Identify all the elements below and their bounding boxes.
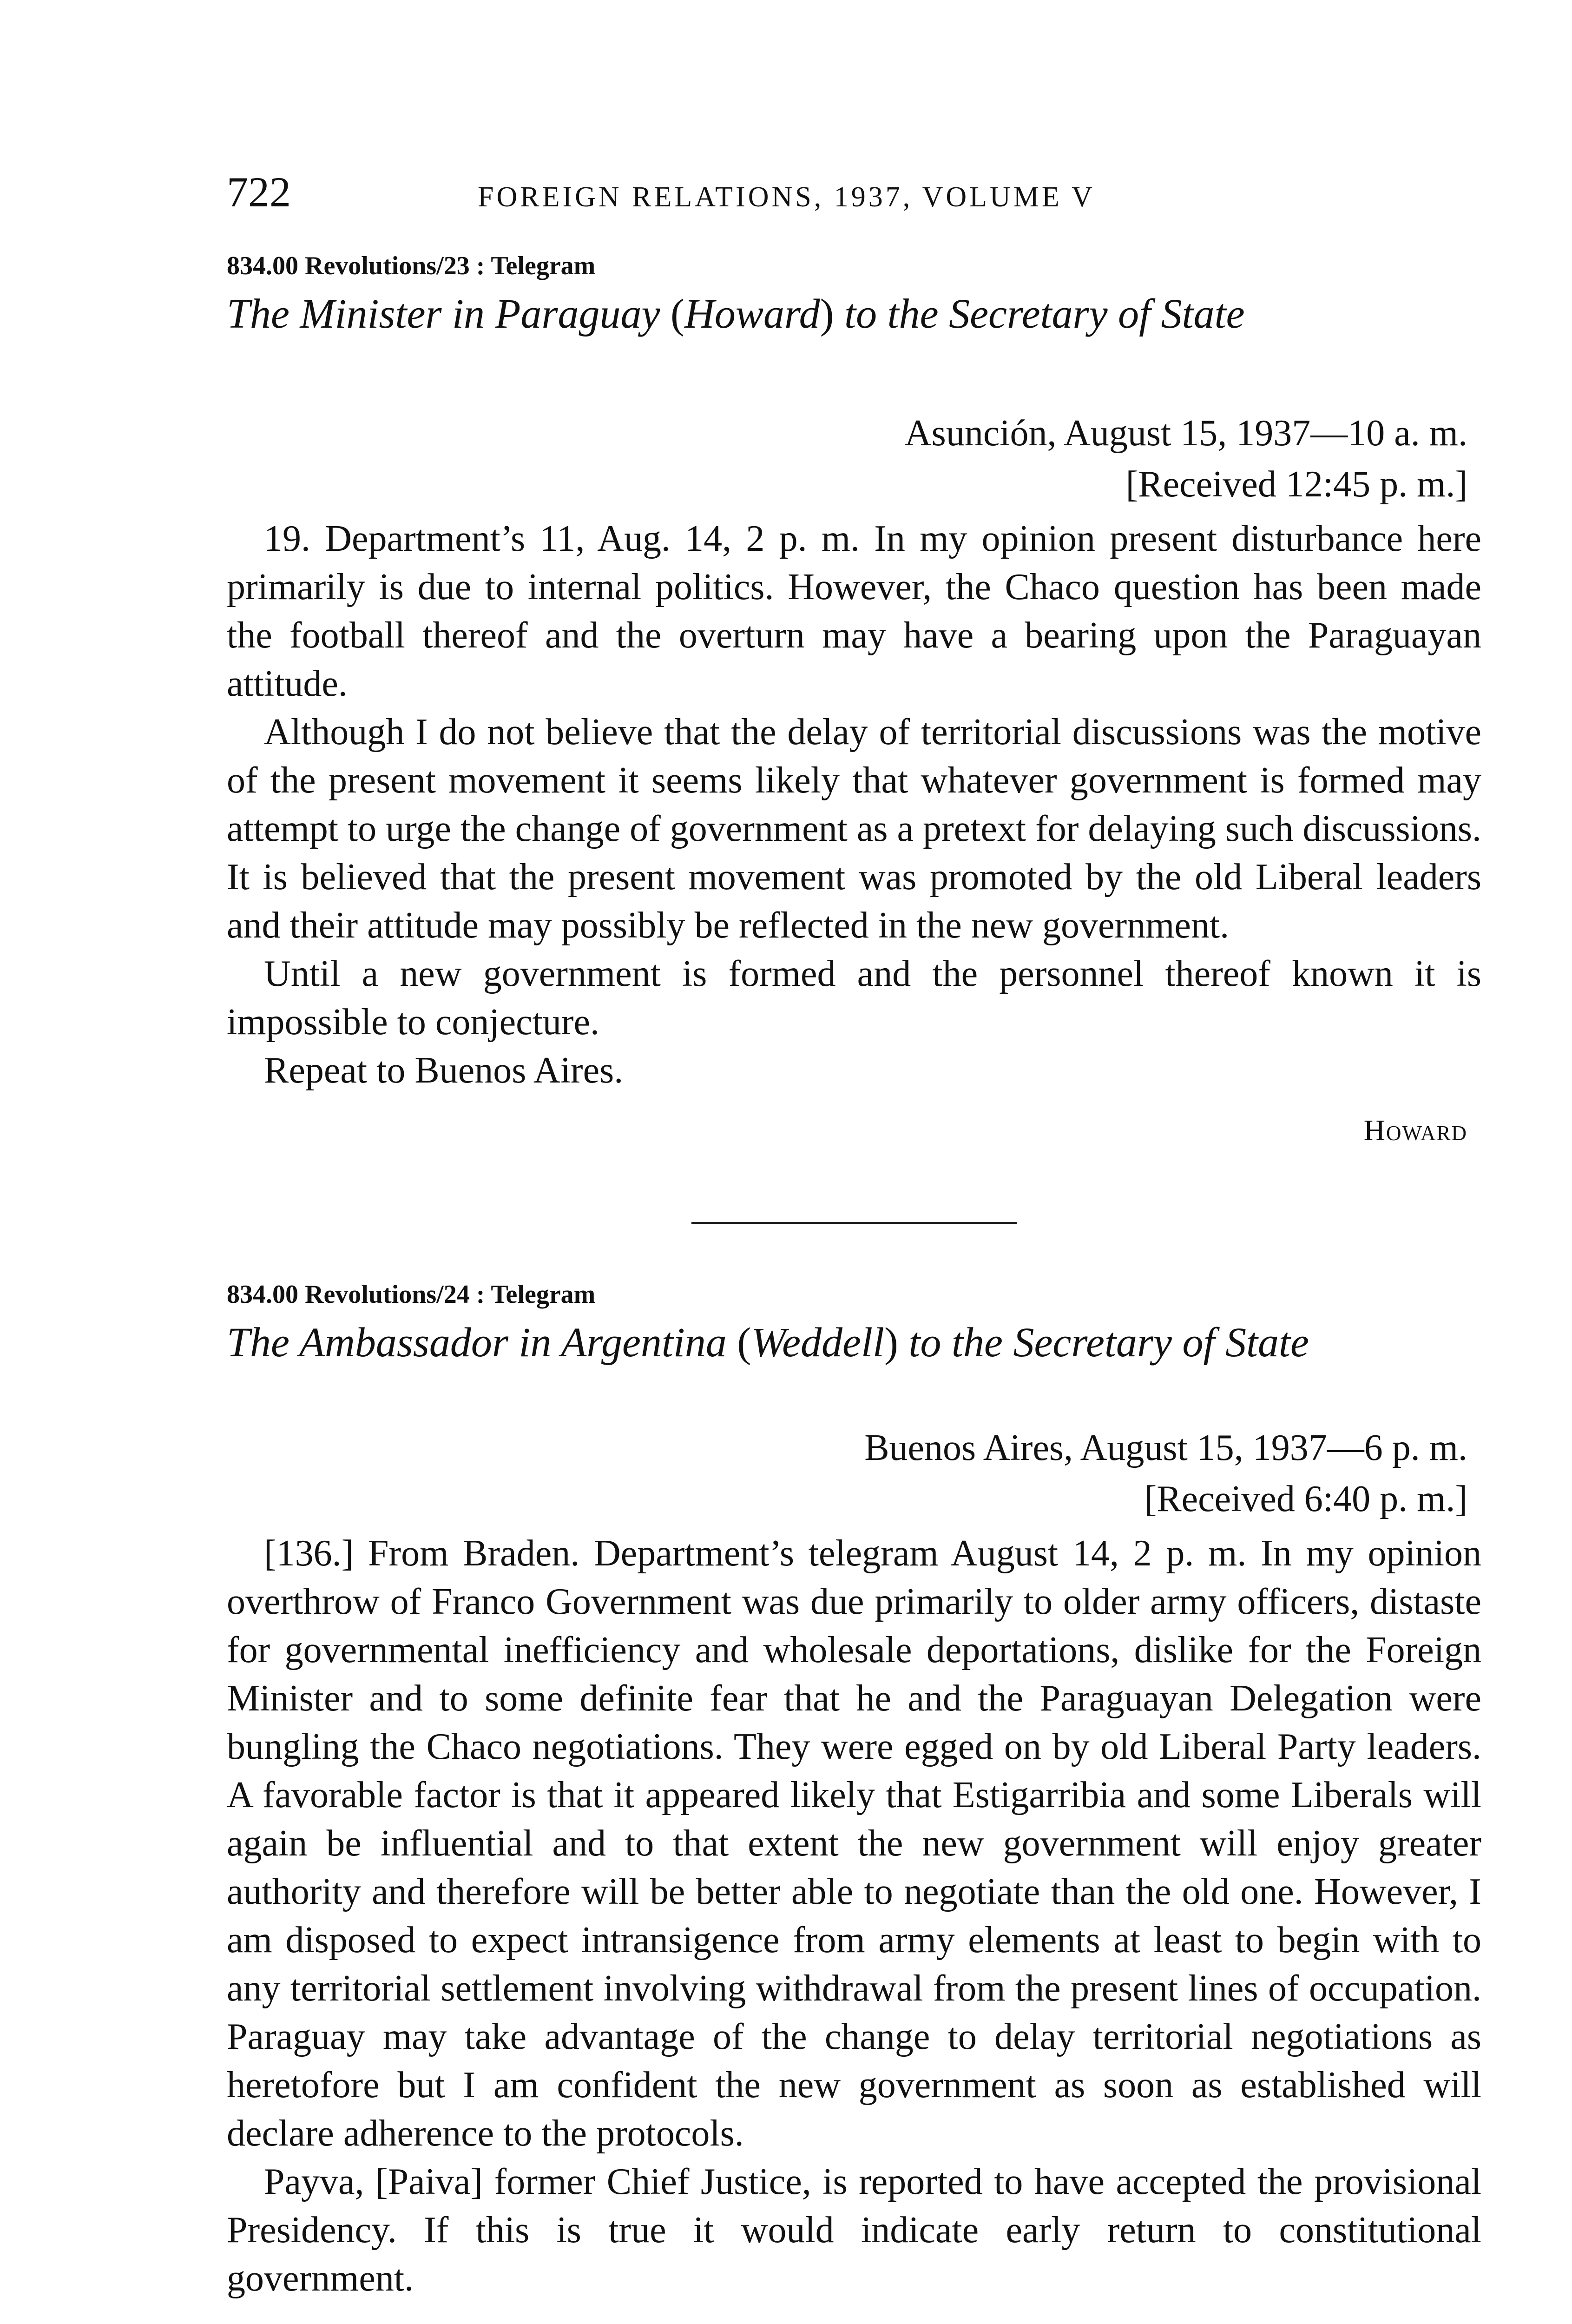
received-line: [Received 12:45 p. m.]	[1125, 464, 1467, 505]
dateline: Asunción, August 15, 1937—10 a. m.	[904, 413, 1467, 454]
received-line: [Received 6:40 p. m.]	[1144, 1479, 1467, 1519]
telegram-section-1	[227, 251, 1481, 1148]
body-paragraph: 19. Department’s 11, Aug. 14, 2 p. m. In my opinion present disturbance here primarily is due to internal politics. However, the Chaco question has been made the football thereof and the overturn may have a bearing upon the Paraguayan attitude.	[227, 518, 1481, 704]
body-paragraph: [136.] From Braden. Department’s telegram August 14, 2 p. m. In my opinion overthrow of Franco Government was due primarily to older army officers, distaste for governmental inefficiency and wholesale deportations, dislike for the Foreign Minister and to some definite fear that he and the Paraguayan Delegation were bungling the Chaco negotiations. They were egged on by old Liberal Party leaders. A favorable factor is that it appeared likely that Estigarribia and some Liberals will again be influential and to that extent the new government will enjoy greater authority and therefore will be better able to negotiate than the old one. However, I am disposed to expect intransigence from army elements at least to begin with to any territorial settlement involving withdrawal from the present lines of occupation. Paraguay may take advantage of the change to delay territorial negotiations as heretofore but I am confident the new government as soon as established will declare adherence to the protocols.	[227, 1533, 1481, 2154]
body-paragraph: Although I do not believe that the delay of territorial discussions was the motive of the present movement it seems likely that whatever government is formed may attempt to urge the change of government as a pretext for delaying such discussions. It is believed that the present movement was promoted by the old Liberal leaders and their attitude may possibly be reflected in the new government.	[227, 712, 1481, 946]
body-paragraph: Payva, [Paiva] former Chief Justice, is reported to have accepted the provisional Presidency. If this is true it would indicate early return to constitutional government.	[227, 2161, 1481, 2299]
telegram-section-2	[227, 1280, 1481, 2303]
running-title: FOREIGN RELATIONS, 1937, VOLUME V	[478, 181, 1095, 213]
signature: Howard	[1363, 1114, 1467, 1147]
file-reference: 834.00 Revolutions/24 : Telegram	[227, 1280, 596, 1309]
document-page	[227, 167, 1481, 2303]
dateline: Buenos Aires, August 15, 1937—6 p. m.	[864, 1427, 1467, 1468]
heading-name: Howard	[684, 291, 820, 337]
running-head	[227, 167, 1481, 223]
heading-name: Weddell	[751, 1320, 885, 1366]
document-heading: The Ambassador in Argentina (Weddell) to the Secretary of State	[227, 1320, 1309, 1366]
document-heading: The Minister in Paraguay (Howard) to the Secretary of State	[227, 291, 1245, 337]
section-divider	[691, 1222, 1017, 1224]
page-number: 722	[227, 168, 291, 216]
file-reference: 834.00 Revolutions/23 : Telegram	[227, 251, 596, 280]
body-paragraph: Repeat to Buenos Aires.	[264, 1050, 624, 1091]
body-paragraph: Until a new government is formed and the personnel thereof known it is impossible to conjecture.	[227, 953, 1481, 1043]
